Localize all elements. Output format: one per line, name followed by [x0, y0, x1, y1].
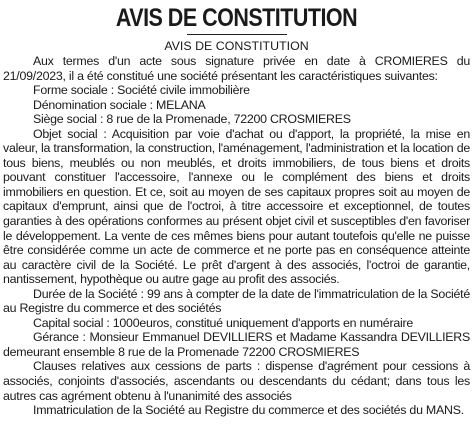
- notice-headline: AVIS DE CONSTITUTION: [115, 4, 358, 32]
- capital-social: Capital social : 1000euros, constitué uniquement d'apports en numéraire: [33, 315, 413, 330]
- notice-subheading: AVIS DE CONSTITUTION: [164, 39, 309, 53]
- denomination-sociale: Dénomination sociale : MELANA: [33, 97, 206, 112]
- objet-social-paragraph: Objet social : Acquisition par voie d'achat ou d'apport, la propriété, la mise en valeur, la transformation, la construction, l'aménagement, l'administration et la location de tous biens, meublés ou non meublés, et droits immobiliers, de tous biens et droits pouvant constituer l'accessoire, l'annexe ou le complément des biens et droits immobiliers en question. Et ce, soit au moyen de ses capitaux propres soit au moyen de capitaux d'emprunt, ainsi que de l'octroi, à titre accessoire et exceptionnel, de toutes garanties à des opérations conformes au présent objet civil et susceptibles d'en favoriser le développement. La vente de ces mêmes biens pour autant toutefois qu'elle ne puisse être considérée comme un acte de commerce et ne porte pas en conséquence atteinte au caractère civil de la Société. Le prêt d'argent à des associés, l'octroi de garantie, nantissement, hypothèque ou autre gage au profit des associés.: [3, 126, 470, 287]
- siege-social: Siège social : 8 rue de la Promenade, 72200 CROSMIERES: [33, 112, 351, 127]
- duree-paragraph: Durée de la Société : 99 ans à compter de la date de l'immatriculation de la Société au Registre du commerce et des sociétés: [3, 286, 470, 316]
- notice-body: [3, 54, 470, 418]
- headline-divider: [187, 34, 287, 35]
- gerance-paragraph: Gérance : Monsieur Emmanuel DEVILLIERS et Madame Kassandra DEVILLIERS demeurant ensemble 8 rue de la Promenade 72200 CROSMIERES: [3, 330, 470, 359]
- clauses-paragraph: Clauses relatives aux cessions de parts : dispense d'agrément pour cessions à associés, conjoints d'associés, ascendants ou descendants du cédant; dans tous les autres cas agrément obtenu à l'unanimité des associés: [3, 359, 470, 403]
- forme-sociale: Forme sociale : Société civile immobilière: [33, 83, 250, 98]
- intro-paragraph: Aux termes d'un acte sous signature privée en date à CROMIERES du 21/09/2023, il a été constitué une société présentant les caractéristiques suivantes:: [3, 54, 470, 83]
- immatriculation-paragraph: Immatriculation de la Société au Registre du commerce et des sociétés du MANS.: [33, 403, 464, 418]
